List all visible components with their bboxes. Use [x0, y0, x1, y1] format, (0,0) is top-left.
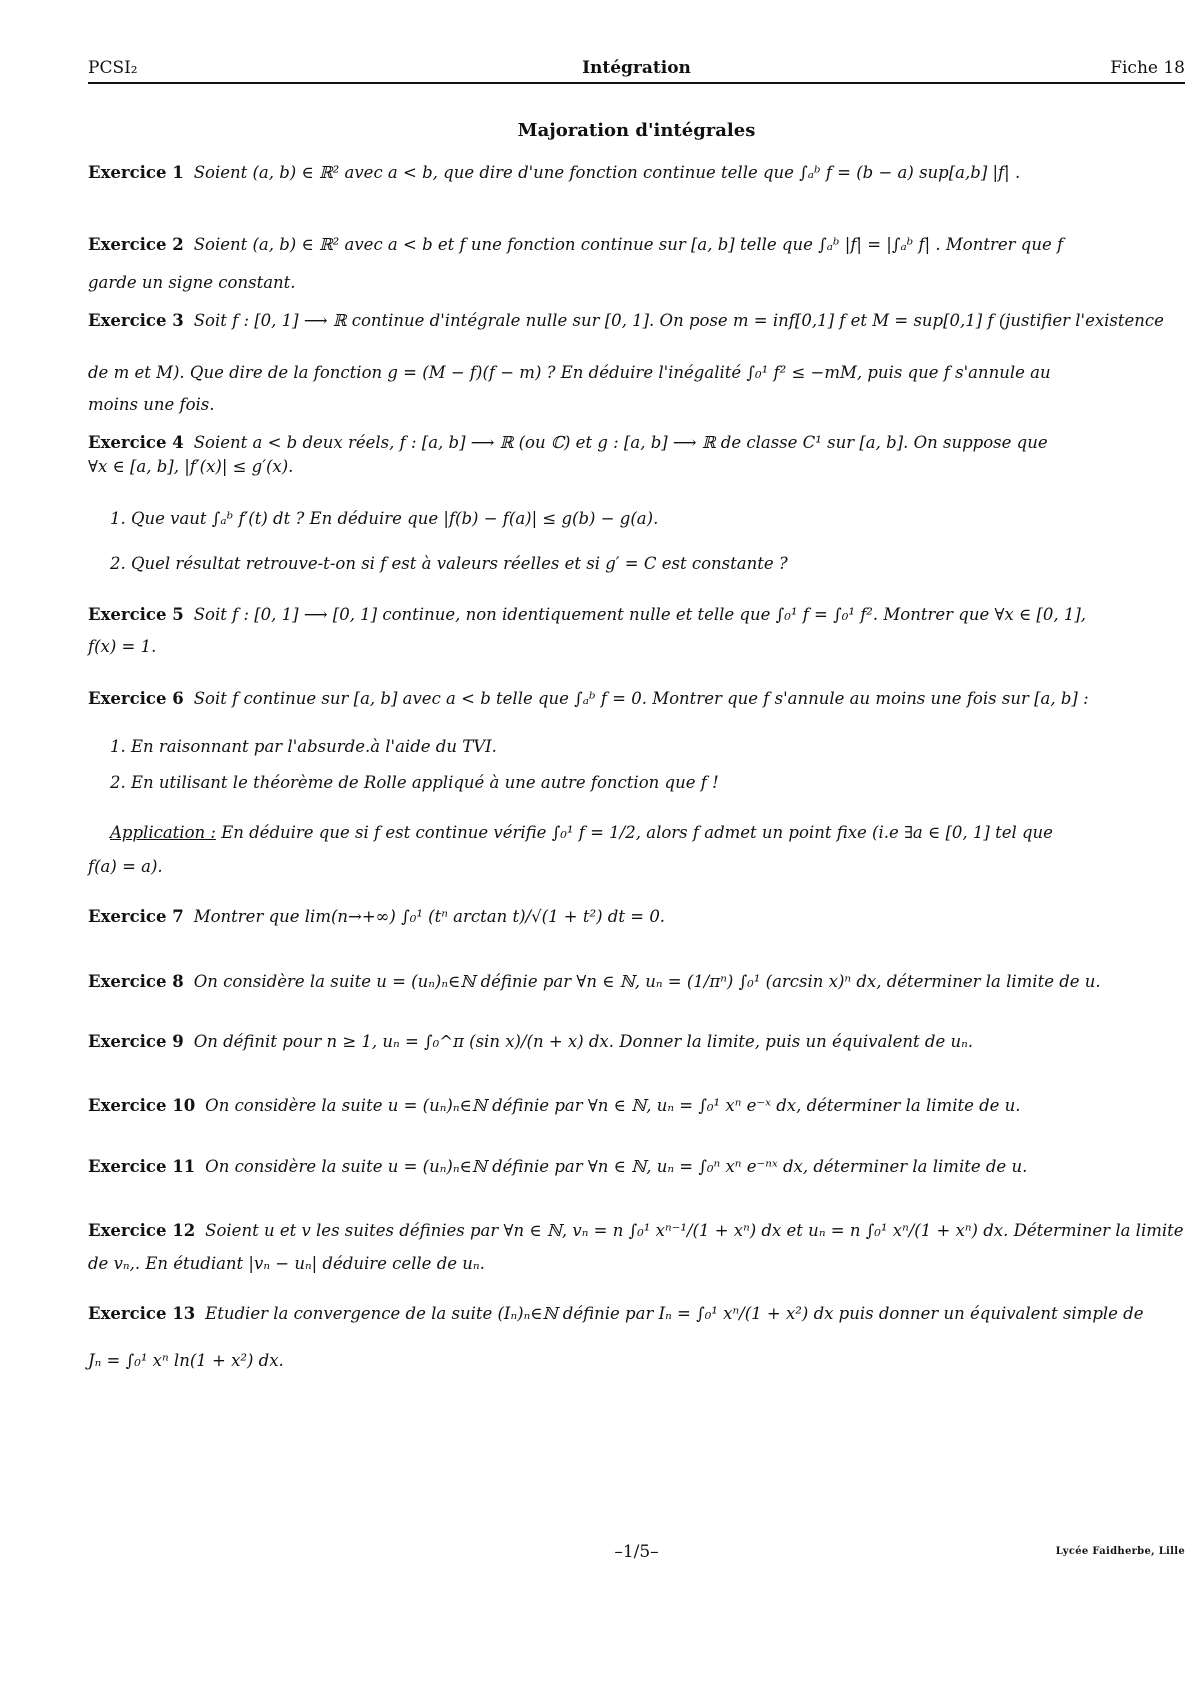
exercise-6-application — [110, 822, 1185, 844]
exercise-9 — [88, 1031, 1185, 1053]
exercise-text: On considère la suite u = (uₙ)ₙ∈ℕ définie par ∀n ∈ ℕ, uₙ = ∫₀ⁿ xⁿ e⁻ⁿˣ dx, déterminer la limite de u. — [205, 1157, 1028, 1176]
exercise-text: On considère la suite u = (uₙ)ₙ∈ℕ définie par ∀n ∈ ℕ, uₙ = ∫₀¹ xⁿ e⁻ˣ dx, déterminer la limite de u. — [205, 1096, 1021, 1115]
exercise-5-line-2: f(x) = 1. — [88, 637, 157, 656]
exercise-text: Soit f : [0, 1] ⟶ [0, 1] continue, non identiquement nulle et telle que ∫₀¹ f = ∫₀¹ f². Montrer que ∀x ∈ [0, 1], — [193, 605, 1087, 624]
application-label: Application : — [110, 823, 216, 842]
exercise-text: Soit f : [0, 1] ⟶ ℝ continue d'intégrale nulle sur [0, 1]. On pose m = inf[0,1] f et M = sup[0,1] f (justifier l'existence — [193, 311, 1164, 330]
exercise-6-application-line-2: f(a) = a). — [88, 857, 163, 876]
exercise-3-line-3: moins une fois. — [88, 395, 215, 414]
exercise-text: Soit f continue sur [a, b] avec a < b telle que ∫ₐᵇ f = 0. Montrer que f s'annule au moins une fois sur [a, b] : — [193, 689, 1089, 708]
exercise-4 — [88, 432, 1185, 454]
exercise-label: Exercice 12 — [88, 1221, 196, 1240]
exercise-4-line-2: ∀x ∈ [a, b], |f′(x)| ≤ g′(x). — [88, 457, 294, 476]
exercise-label: Exercice 10 — [88, 1096, 196, 1115]
exercise-10 — [88, 1095, 1185, 1117]
exercise-label: Exercice 4 — [88, 433, 184, 452]
exercise-label: Exercice 2 — [88, 235, 184, 254]
exercise-text: On définit pour n ≥ 1, uₙ = ∫₀^π (sin x)/(n + x) dx. Donner la limite, puis un équivalent de uₙ. — [193, 1032, 974, 1051]
application-text: En déduire que si f est continue vérifie ∫₀¹ f = 1/2, alors f admet un point fixe (i.e ∃a ∈ [0, 1] tel que — [221, 823, 1053, 842]
exercise-label: Exercice 11 — [88, 1157, 196, 1176]
exercise-8 — [88, 971, 1185, 993]
exercise-label: Exercice 13 — [88, 1304, 196, 1323]
page-header — [88, 58, 1185, 82]
exercise-3-line-2: de m et M). Que dire de la fonction g = (M − f)(f − m) ? En déduire l'inégalité ∫₀¹ f² ≤ −mM, puis que f s'annule au — [88, 363, 1051, 382]
exercise-text: Soient (a, b) ∈ ℝ² avec a < b et f une fonction continue sur [a, b] telle que ∫ₐᵇ |f| = |∫ₐᵇ f| . Montrer que f — [193, 235, 1064, 254]
exercise-label: Exercice 1 — [88, 163, 184, 182]
exercise-7 — [88, 906, 1185, 928]
exercise-6-item-1: 1. En raisonnant par l'absurde.à l'aide du TVI. — [110, 737, 497, 756]
exercise-2 — [88, 234, 1185, 256]
exercise-text: Etudier la convergence de la suite (Iₙ)ₙ∈ℕ définie par Iₙ = ∫₀¹ xⁿ/(1 + x²) dx puis donner un équivalent simple de — [205, 1304, 1144, 1323]
exercise-12 — [88, 1220, 1185, 1242]
header-subject: Intégration — [582, 58, 691, 78]
exercise-5 — [88, 604, 1185, 626]
document-page — [88, 0, 1185, 1698]
exercise-text: On considère la suite u = (uₙ)ₙ∈ℕ définie par ∀n ∈ ℕ, uₙ = (1/πⁿ) ∫₀¹ (arcsin x)ⁿ dx, déterminer la limite de u. — [193, 972, 1101, 991]
page-number: –1/5– — [614, 1542, 659, 1562]
header-sheet-number: Fiche 18 — [1110, 58, 1185, 78]
exercise-text: Soient (a, b) ∈ ℝ² avec a < b, que dire d'une fonction continue telle que ∫ₐᵇ f = (b − a) sup[a,b] |f| . — [193, 163, 1021, 182]
exercise-12-line-2: de vₙ,. En étudiant |vₙ − uₙ| déduire celle de uₙ. — [88, 1254, 485, 1273]
exercise-label: Exercice 5 — [88, 605, 184, 624]
exercise-6 — [88, 688, 1185, 710]
exercise-2-line-2: garde un signe constant. — [88, 273, 296, 292]
exercise-13 — [88, 1303, 1185, 1325]
exercise-13-line-2: Jₙ = ∫₀¹ xⁿ ln(1 + x²) dx. — [88, 1351, 284, 1370]
section-title: Majoration d'intégrales — [517, 120, 756, 141]
exercise-11 — [88, 1156, 1185, 1178]
exercise-label: Exercice 9 — [88, 1032, 184, 1051]
exercise-4-item-1: 1. Que vaut ∫ₐᵇ f′(t) dt ? En déduire que |f(b) − f(a)| ≤ g(b) − g(a). — [110, 509, 659, 528]
exercise-1 — [88, 162, 1185, 184]
exercise-4-item-2: 2. Quel résultat retrouve-t-on si f est à valeurs réelles et si g′ = C est constante ? — [110, 554, 788, 573]
header-rule — [88, 82, 1185, 84]
exercise-text: Soient u et v les suites définies par ∀n ∈ ℕ, vₙ = n ∫₀¹ xⁿ⁻¹/(1 + xⁿ) dx et uₙ = n ∫₀¹ xⁿ/(1 + xⁿ) dx. Déterminer la limite — [205, 1221, 1184, 1240]
exercise-label: Exercice 7 — [88, 907, 184, 926]
exercise-label: Exercice 8 — [88, 972, 184, 991]
exercise-label: Exercice 6 — [88, 689, 184, 708]
exercise-text: Soient a < b deux réels, f : [a, b] ⟶ ℝ (ou ℂ) et g : [a, b] ⟶ ℝ de classe C¹ sur [a, b]. On suppose que — [193, 433, 1048, 452]
exercise-6-item-2: 2. En utilisant le théorème de Rolle appliqué à une autre fonction que f ! — [110, 773, 719, 792]
exercise-label: Exercice 3 — [88, 311, 184, 330]
exercise-text: Montrer que lim(n→+∞) ∫₀¹ (tⁿ arctan t)/√(1 + t²) dt = 0. — [193, 907, 666, 926]
exercise-3 — [88, 310, 1185, 332]
header-class: PCSI₂ — [88, 58, 138, 78]
footer-school: Lycée Faidherbe, Lille — [1055, 1546, 1185, 1557]
